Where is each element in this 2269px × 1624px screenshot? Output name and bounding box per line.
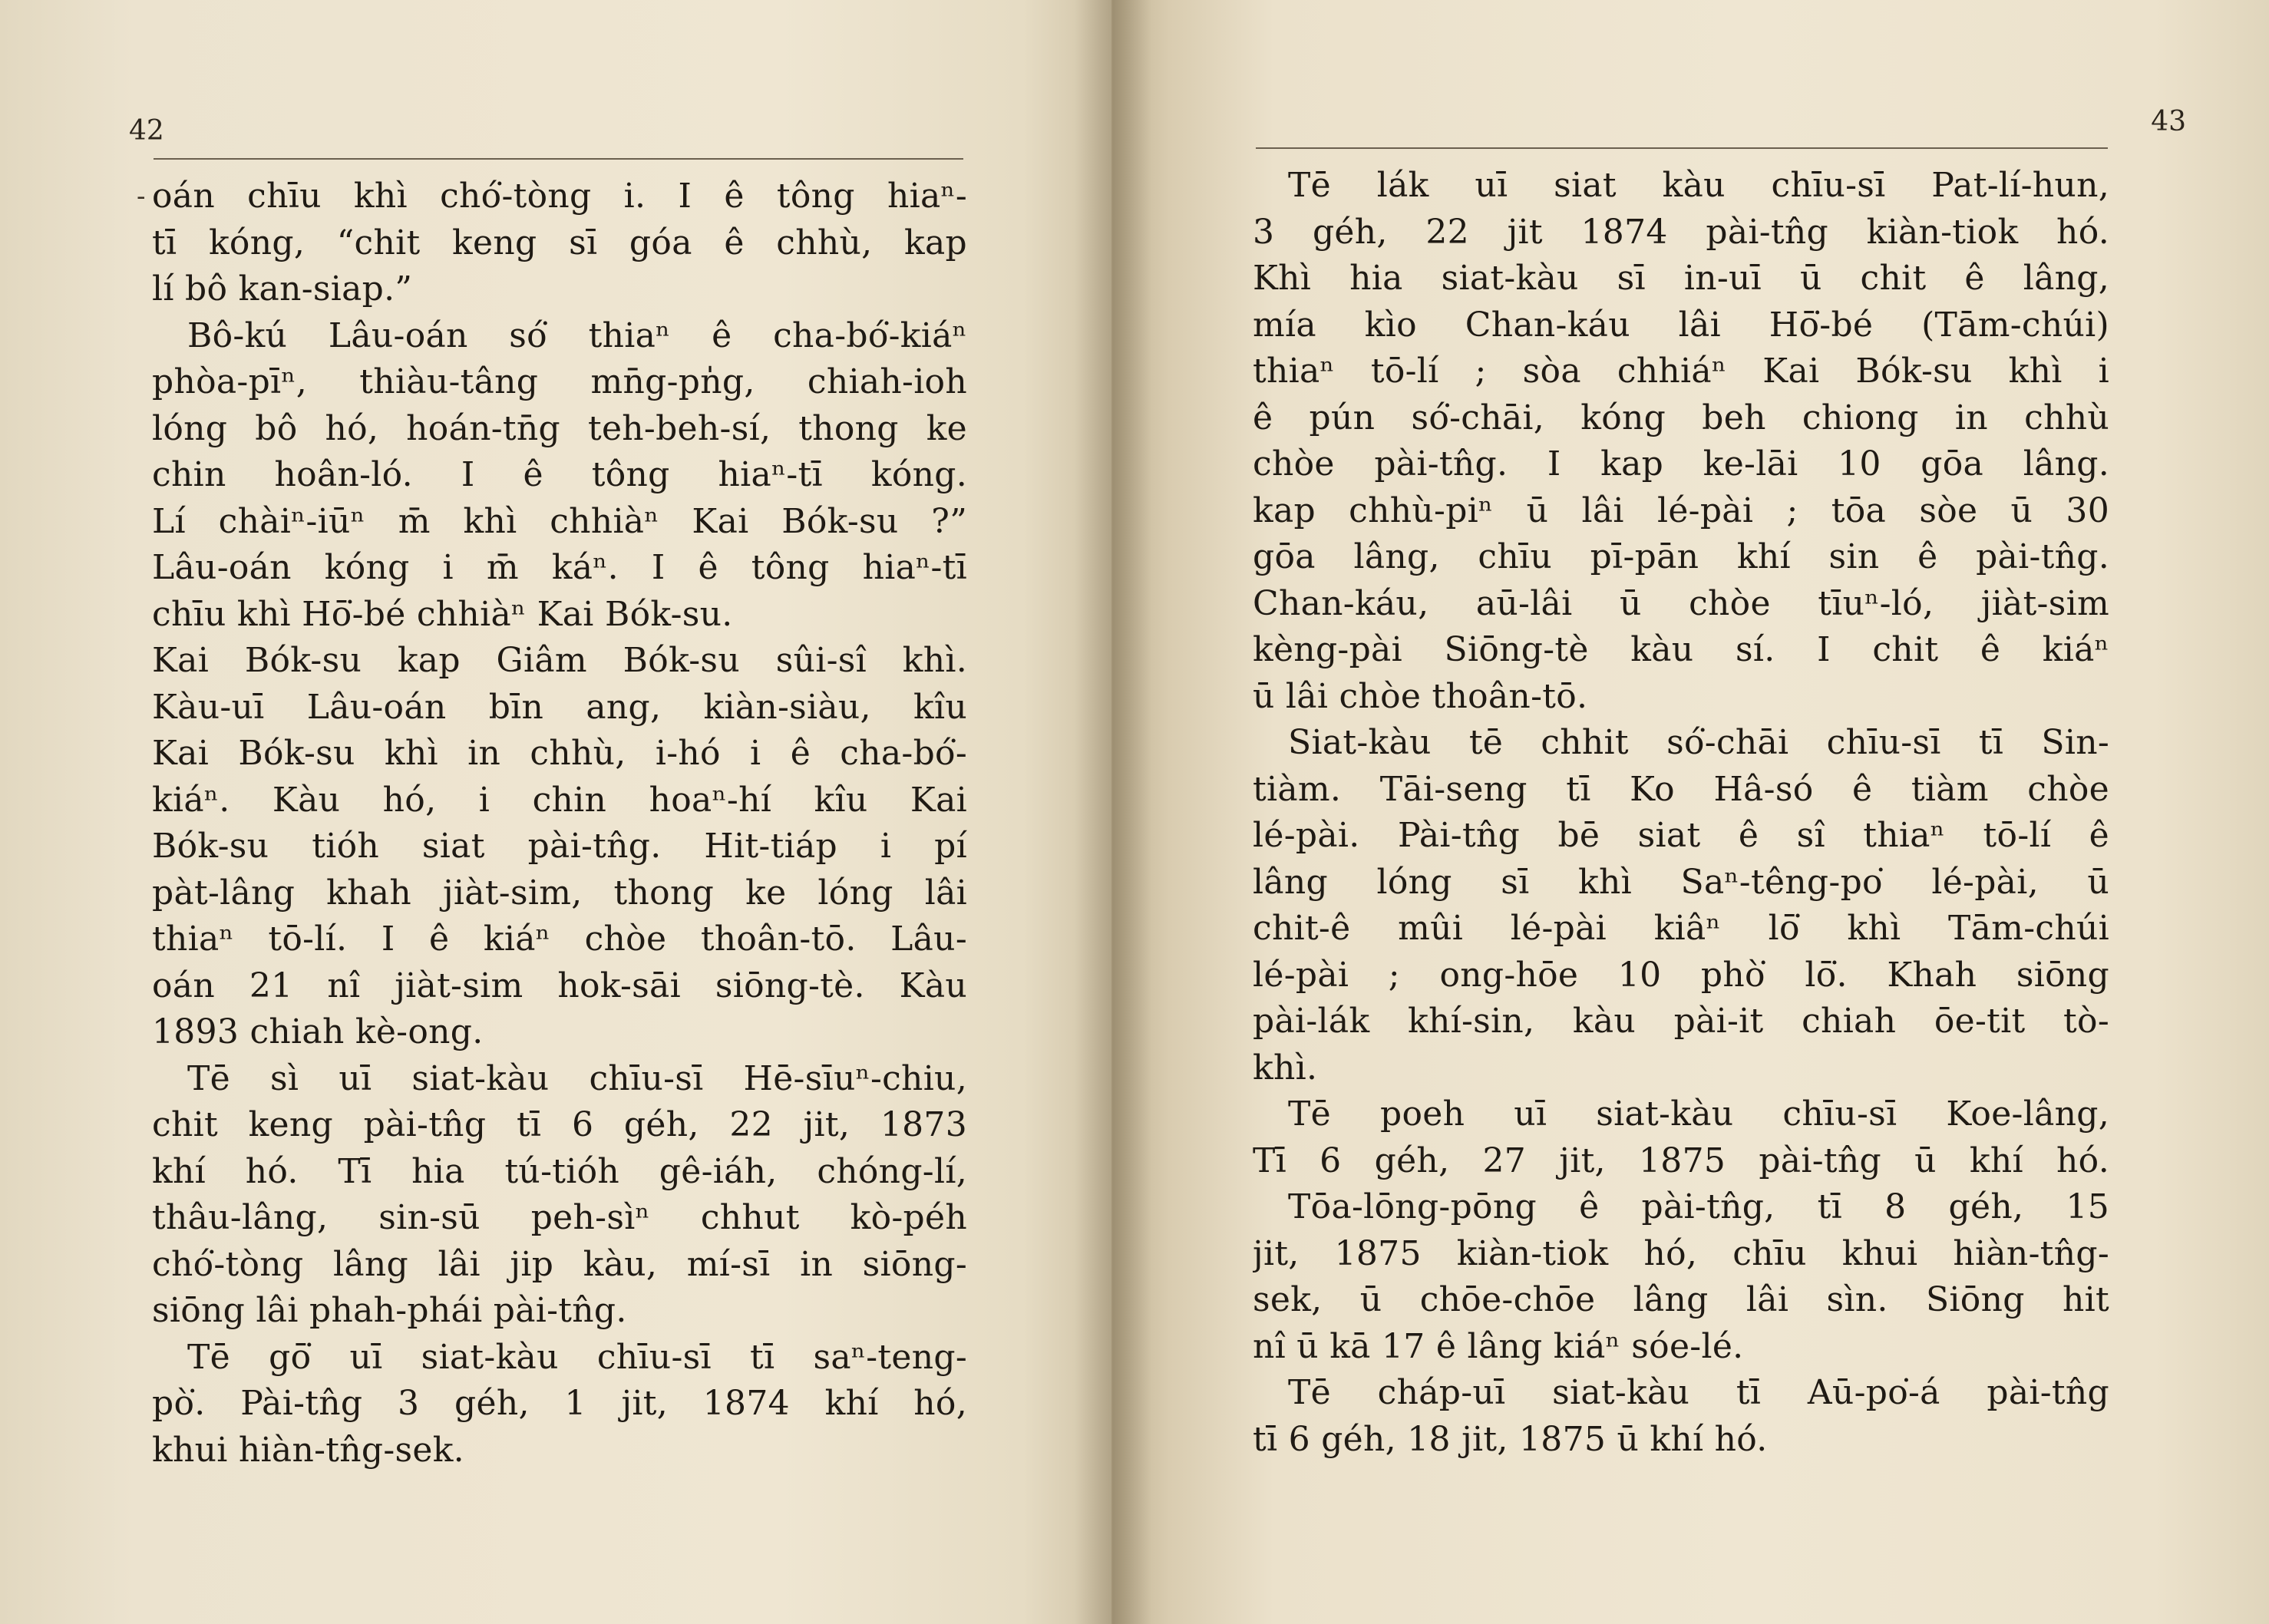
text-line: kiáⁿ. Kàu hó, i chin hoaⁿ-hí kîu Kai <box>152 780 967 820</box>
text-line: Kai Bók-su khì in chhù, i-hó i ê cha-bó͘- <box>152 734 967 773</box>
text-line: phòa-pīⁿ, thiàu-tâng mn̄g-pn̍g, chiah-ioh <box>152 362 967 401</box>
header-rule-right <box>1256 147 2108 149</box>
text-line: Kàu-uī Lâu-oán bīn ang, kiàn-siàu, kîu <box>152 687 967 727</box>
text-line: oán chīu khì chó͘-tòng i. I ê tông hiaⁿ- <box>152 177 967 216</box>
text-line: Bók-su tióh siat pài-tn̂g. Hit-tiáp i pí <box>152 827 967 866</box>
text-line: Tē gō͘ uī siat-kàu chīu-sī tī saⁿ-teng- <box>187 1337 967 1377</box>
text-line: tī kóng, “chit keng sī góa ê chhù, kap <box>152 223 967 262</box>
text-line: nî ū kā 17 ê lâng kiáⁿ sóe-lé. <box>1253 1326 1744 1366</box>
text-line: Tē poeh uī siat-kàu chīu-sī Koe-lâng, <box>1288 1094 2109 1134</box>
text-line: siōng lâi phah-phái pài-tn̂g. <box>152 1291 627 1330</box>
text-line: chòe pài-tn̂g. I kap ke-lāi 10 gōa lâng. <box>1253 444 2109 484</box>
text-line: tī 6 géh, 18 jit, 1875 ū khí hó. <box>1253 1419 1768 1459</box>
text-line: gōa lâng, chīu pī-pān khí sin ê pài-tn̂g. <box>1253 537 2109 576</box>
text-line: Lâu-oán kóng i m̄ káⁿ. I ê tông hiaⁿ-tī <box>152 548 967 587</box>
text-line: Tē sì uī siat-kàu chīu-sī Hē-sīuⁿ-chiu, <box>187 1058 967 1098</box>
text-line: 1893 chiah kè-ong. <box>152 1012 484 1051</box>
text-line: lóng bô hó, hoán-tn̄g teh-beh-sí, thong ke <box>152 408 967 448</box>
text-line: pài-lák khí-sin, kàu pài-it chiah ōe-tit tò- <box>1253 1002 2109 1041</box>
text-line: jit, 1875 kiàn-tiok hó, chīu khui hiàn-tn̂g- <box>1253 1233 2109 1273</box>
text-line: chīu khì Hō͘-bé chhiàⁿ Kai Bók-su. <box>152 594 733 634</box>
text-line: Tī 6 géh, 27 jit, 1875 pài-tn̂g ū khí hó. <box>1253 1140 2109 1180</box>
text-line: kap chhù-piⁿ ū lâi lé-pài ; tōa sòe ū 30 <box>1253 490 2109 530</box>
text-line: lí bô kan-siap.” <box>152 269 413 309</box>
page-number-right: 43 <box>2151 106 2186 137</box>
text-line: thiaⁿ tō-lí. I ê kiáⁿ chòe thoân-tō. Lâu- <box>152 919 967 959</box>
text-line: Kai Bók-su kap Giâm Bók-su sûi-sî khì. <box>152 641 967 680</box>
text-line: Tē cháp-uī siat-kàu tī Aū-po͘-á pài-tn̂g <box>1288 1373 2109 1412</box>
text-line: thâu-lâng, sin-sū peh-sìⁿ chhut kò-péh <box>152 1198 967 1237</box>
text-line: sek, ū chōe-chōe lâng lâi sìn. Siōng hit <box>1253 1280 2109 1319</box>
right-page <box>1111 0 2269 1624</box>
left-page <box>0 0 1111 1624</box>
text-line: oán 21 nî jiàt-sim hok-sāi siōng-tè. Kàu <box>152 965 967 1005</box>
text-line: khui hiàn-tn̂g-sek. <box>152 1430 464 1470</box>
text-line: khí hó. Tī hia tú-tióh gê-iáh, chóng-lí, <box>152 1151 967 1191</box>
text-line: Lí chàiⁿ-iūⁿ m̄ khì chhiàⁿ Kai Bók-su ?” <box>152 501 967 541</box>
text-line: 3 géh, 22 jit 1874 pài-tn̂g kiàn-tiok hó. <box>1253 212 2109 252</box>
text-line: thiaⁿ tō-lí ; sòa chhiáⁿ Kai Bók-su khì i <box>1253 352 2109 391</box>
text-line: Bô-kú Lâu-oán só͘ thiaⁿ ê cha-bó͘-kiáⁿ <box>187 315 967 355</box>
header-rule-left <box>154 158 963 160</box>
text-line: ū lâi chòe thoân-tō. <box>1253 676 1588 716</box>
text-line: Chan-káu, aū-lâi ū chòe tīuⁿ-ló, jiàt-sim <box>1253 583 2109 623</box>
text-line: lé-pài ; ong-hōe 10 phò͘ lō͘. Khah siōng <box>1253 955 2109 995</box>
text-line: chin hoân-ló. I ê tông hiaⁿ-tī kóng. <box>152 455 967 494</box>
text-line: chit keng pài-tn̂g tī 6 géh, 22 jit, 1873 <box>152 1105 967 1144</box>
text-line: chó͘-tòng lâng lâi jip kàu, mí-sī in siōng- <box>152 1244 967 1284</box>
text-line: kèng-pài Siōng-tè kàu sí. I chit ê kiáⁿ <box>1253 630 2109 669</box>
text-line: ê pún só͘-chāi, kóng beh chiong in chhù <box>1253 398 2109 437</box>
text-line: Siat-kàu tē chhit só͘-chāi chīu-sī tī Sin- <box>1288 723 2109 762</box>
text-line: khì. <box>1253 1048 1318 1088</box>
text-line: Tōa-lōng-pōng ê pài-tn̂g, tī 8 géh, 15 <box>1288 1187 2109 1226</box>
text-line: tiàm. Tāi-seng tī Ko Hâ-só ê tiàm chòe <box>1253 769 2109 809</box>
text-line: lé-pài. Pài-tn̂g bē siat ê sî thiaⁿ tō-lí ê <box>1253 816 2109 855</box>
page-number-left: 42 <box>129 115 164 147</box>
text-line: Khì hia siat-kàu sī in-uī ū chit ê lâng, <box>1253 259 2109 298</box>
margin-dash: - <box>137 181 146 212</box>
text-line: pò͘. Pài-tn̂g 3 géh, 1 jit, 1874 khí hó, <box>152 1384 967 1423</box>
right-page-text <box>1253 163 2109 1463</box>
text-line: pàt-lâng khah jiàt-sim, thong ke lóng lâi <box>152 873 967 913</box>
text-line: lâng lóng sī khì Saⁿ-têng-po͘ lé-pài, ū <box>1253 862 2109 902</box>
text-line: chit-ê mûi lé-pài kiâⁿ lō͘ khì Tām-chúi <box>1253 909 2109 948</box>
text-line: Tē lák uī siat kàu chīu-sī Pat-lí-hun, <box>1288 166 2109 205</box>
left-page-text <box>152 173 967 1474</box>
text-line: mía kìo Chan-káu lâi Hō͘-bé (Tām-chúi) <box>1253 305 2109 345</box>
